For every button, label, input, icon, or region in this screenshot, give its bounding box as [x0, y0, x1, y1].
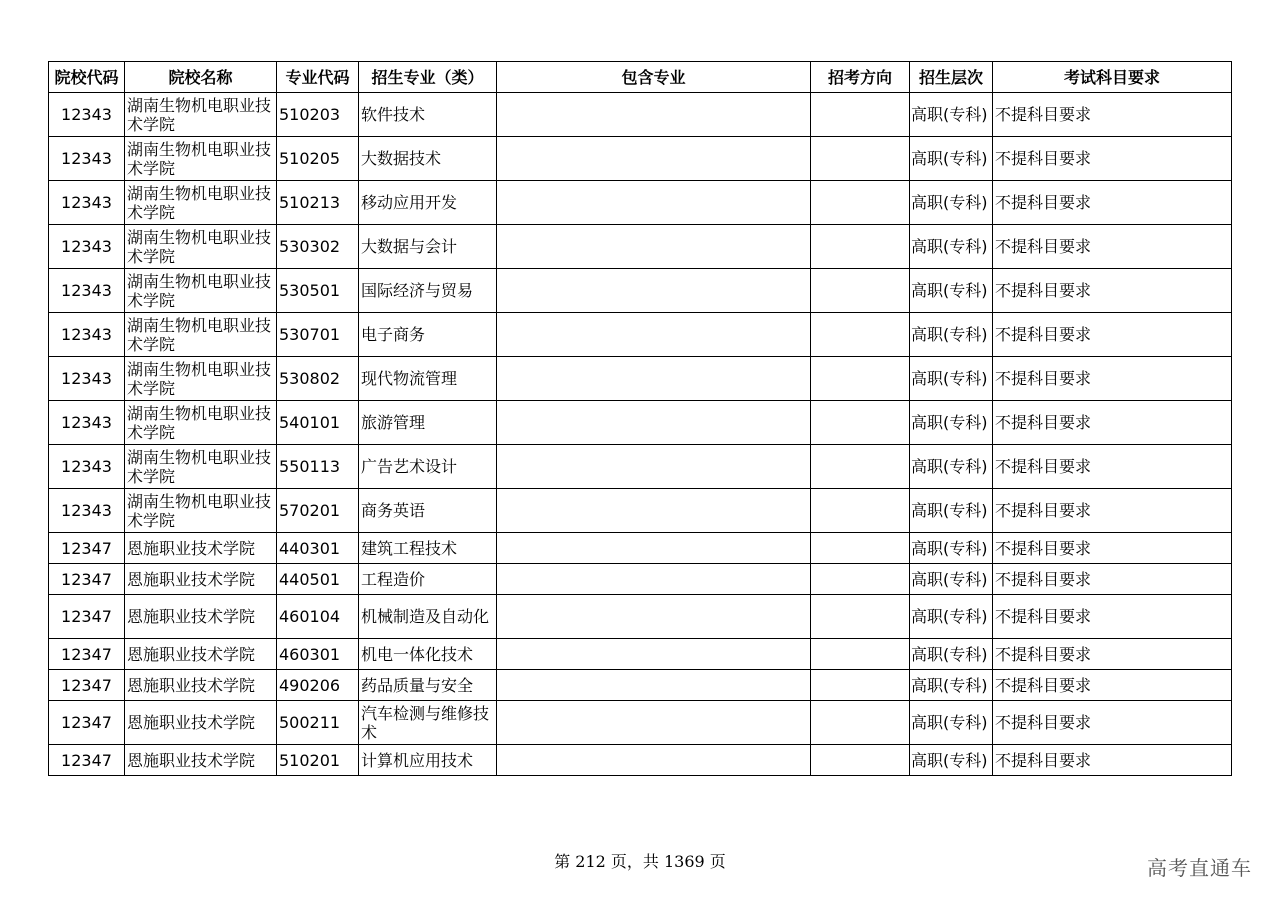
cell-school-name: 湖南生物机电职业技术学院 — [125, 489, 277, 533]
cell-direction — [811, 639, 910, 670]
cell-level: 高职(专科) — [910, 489, 993, 533]
cell-school-name: 恩施职业技术学院 — [125, 745, 277, 776]
cell-subject-requirement: 不提科目要求 — [993, 445, 1232, 489]
cell-direction — [811, 533, 910, 564]
cell-major: 国际经济与贸易 — [359, 269, 497, 313]
cell-school-name: 湖南生物机电职业技术学院 — [125, 225, 277, 269]
cell-direction — [811, 445, 910, 489]
cell-major: 旅游管理 — [359, 401, 497, 445]
cell-major-code: 510205 — [277, 137, 359, 181]
cell-major-code: 510213 — [277, 181, 359, 225]
cell-school-code: 12343 — [49, 225, 125, 269]
cell-subject-requirement: 不提科目要求 — [993, 269, 1232, 313]
cell-school-code: 12343 — [49, 445, 125, 489]
cell-school-code: 12343 — [49, 357, 125, 401]
cell-major: 机电一体化技术 — [359, 639, 497, 670]
cell-level: 高职(专科) — [910, 225, 993, 269]
cell-included-majors — [497, 225, 811, 269]
cell-included-majors — [497, 313, 811, 357]
table-row — [49, 564, 1232, 595]
table-row — [49, 445, 1232, 489]
table-row — [49, 401, 1232, 445]
cell-school-code: 12347 — [49, 533, 125, 564]
cell-school-name: 恩施职业技术学院 — [125, 701, 277, 745]
cell-major-code: 550113 — [277, 445, 359, 489]
cell-subject-requirement: 不提科目要求 — [993, 225, 1232, 269]
cell-major-code: 500211 — [277, 701, 359, 745]
table-row — [49, 181, 1232, 225]
cell-school-name: 湖南生物机电职业技术学院 — [125, 445, 277, 489]
cell-major-code: 490206 — [277, 670, 359, 701]
cell-school-code: 12343 — [49, 137, 125, 181]
cell-school-code: 12347 — [49, 639, 125, 670]
watermark: 高考直通车 — [1147, 856, 1252, 880]
table-row — [49, 701, 1232, 745]
cell-subject-requirement: 不提科目要求 — [993, 357, 1232, 401]
cell-level: 高职(专科) — [910, 533, 993, 564]
cell-school-code: 12343 — [49, 269, 125, 313]
cell-school-code: 12343 — [49, 313, 125, 357]
cell-school-name: 恩施职业技术学院 — [125, 639, 277, 670]
cell-level: 高职(专科) — [910, 595, 993, 639]
table-row — [49, 357, 1232, 401]
cell-major: 现代物流管理 — [359, 357, 497, 401]
table-row — [49, 745, 1232, 776]
cell-school-name: 湖南生物机电职业技术学院 — [125, 401, 277, 445]
header-level: 招生层次 — [910, 62, 993, 93]
cell-direction — [811, 670, 910, 701]
cell-included-majors — [497, 564, 811, 595]
cell-major: 工程造价 — [359, 564, 497, 595]
cell-major-code: 510203 — [277, 93, 359, 137]
cell-direction — [811, 401, 910, 445]
cell-subject-requirement: 不提科目要求 — [993, 595, 1232, 639]
cell-included-majors — [497, 401, 811, 445]
cell-major: 药品质量与安全 — [359, 670, 497, 701]
cell-major-code: 460104 — [277, 595, 359, 639]
cell-major-code: 530701 — [277, 313, 359, 357]
cell-included-majors — [497, 745, 811, 776]
cell-school-name: 恩施职业技术学院 — [125, 670, 277, 701]
cell-school-code: 12343 — [49, 181, 125, 225]
cell-school-code: 12343 — [49, 401, 125, 445]
cell-level: 高职(专科) — [910, 639, 993, 670]
cell-school-name: 湖南生物机电职业技术学院 — [125, 357, 277, 401]
cell-major-code: 440501 — [277, 564, 359, 595]
cell-subject-requirement: 不提科目要求 — [993, 313, 1232, 357]
cell-major-code: 530302 — [277, 225, 359, 269]
cell-level: 高职(专科) — [910, 269, 993, 313]
cell-major: 广告艺术设计 — [359, 445, 497, 489]
cell-school-code: 12347 — [49, 701, 125, 745]
cell-school-code: 12347 — [49, 670, 125, 701]
cell-level: 高职(专科) — [910, 670, 993, 701]
cell-major-code: 530501 — [277, 269, 359, 313]
cell-school-name: 湖南生物机电职业技术学院 — [125, 137, 277, 181]
table-row — [49, 137, 1232, 181]
cell-school-name: 湖南生物机电职业技术学院 — [125, 181, 277, 225]
cell-subject-requirement: 不提科目要求 — [993, 93, 1232, 137]
cell-level: 高职(专科) — [910, 313, 993, 357]
cell-direction — [811, 595, 910, 639]
cell-direction — [811, 745, 910, 776]
cell-included-majors — [497, 670, 811, 701]
cell-level: 高职(专科) — [910, 181, 993, 225]
cell-subject-requirement: 不提科目要求 — [993, 670, 1232, 701]
cell-subject-requirement: 不提科目要求 — [993, 401, 1232, 445]
cell-level: 高职(专科) — [910, 564, 993, 595]
cell-included-majors — [497, 701, 811, 745]
cell-major: 大数据技术 — [359, 137, 497, 181]
cell-school-code: 12343 — [49, 93, 125, 137]
cell-included-majors — [497, 533, 811, 564]
table-row — [49, 313, 1232, 357]
cell-school-code: 12347 — [49, 745, 125, 776]
cell-major-code: 510201 — [277, 745, 359, 776]
cell-direction — [811, 269, 910, 313]
cell-direction — [811, 701, 910, 745]
cell-level: 高职(专科) — [910, 445, 993, 489]
cell-major: 软件技术 — [359, 93, 497, 137]
cell-subject-requirement: 不提科目要求 — [993, 137, 1232, 181]
cell-included-majors — [497, 269, 811, 313]
cell-school-name: 湖南生物机电职业技术学院 — [125, 269, 277, 313]
cell-subject-requirement: 不提科目要求 — [993, 639, 1232, 670]
cell-major: 建筑工程技术 — [359, 533, 497, 564]
cell-major: 商务英语 — [359, 489, 497, 533]
cell-major-code: 440301 — [277, 533, 359, 564]
cell-included-majors — [497, 595, 811, 639]
table-row — [49, 670, 1232, 701]
cell-direction — [811, 93, 910, 137]
cell-subject-requirement: 不提科目要求 — [993, 564, 1232, 595]
header-major-code: 专业代码 — [277, 62, 359, 93]
cell-included-majors — [497, 489, 811, 533]
cell-subject-requirement: 不提科目要求 — [993, 533, 1232, 564]
cell-direction — [811, 357, 910, 401]
cell-direction — [811, 489, 910, 533]
cell-major-code: 530802 — [277, 357, 359, 401]
cell-direction — [811, 313, 910, 357]
header-row — [49, 62, 1232, 93]
cell-included-majors — [497, 93, 811, 137]
cell-direction — [811, 181, 910, 225]
table-row — [49, 489, 1232, 533]
cell-school-name: 湖南生物机电职业技术学院 — [125, 93, 277, 137]
cell-included-majors — [497, 137, 811, 181]
cell-school-code: 12343 — [49, 489, 125, 533]
cell-included-majors — [497, 181, 811, 225]
cell-subject-requirement: 不提科目要求 — [993, 181, 1232, 225]
cell-level: 高职(专科) — [910, 357, 993, 401]
table-row — [49, 533, 1232, 564]
cell-level: 高职(专科) — [910, 93, 993, 137]
admissions-table — [48, 61, 1232, 776]
cell-major: 汽车检测与维修技术 — [359, 701, 497, 745]
header-included-majors: 包含专业 — [497, 62, 811, 93]
table-row — [49, 93, 1232, 137]
cell-level: 高职(专科) — [910, 701, 993, 745]
table-row — [49, 225, 1232, 269]
cell-school-name: 恩施职业技术学院 — [125, 595, 277, 639]
cell-subject-requirement: 不提科目要求 — [993, 489, 1232, 533]
header-school-name: 院校名称 — [125, 62, 277, 93]
cell-major: 移动应用开发 — [359, 181, 497, 225]
cell-direction — [811, 564, 910, 595]
header-major: 招生专业（类） — [359, 62, 497, 93]
cell-included-majors — [497, 445, 811, 489]
cell-major: 电子商务 — [359, 313, 497, 357]
cell-school-name: 恩施职业技术学院 — [125, 533, 277, 564]
cell-included-majors — [497, 639, 811, 670]
cell-school-name: 湖南生物机电职业技术学院 — [125, 313, 277, 357]
table-row — [49, 595, 1232, 639]
cell-major-code: 460301 — [277, 639, 359, 670]
cell-school-name: 恩施职业技术学院 — [125, 564, 277, 595]
cell-level: 高职(专科) — [910, 137, 993, 181]
cell-major: 机械制造及自动化 — [359, 595, 497, 639]
cell-subject-requirement: 不提科目要求 — [993, 701, 1232, 745]
cell-major-code: 540101 — [277, 401, 359, 445]
cell-direction — [811, 225, 910, 269]
header-direction: 招考方向 — [811, 62, 910, 93]
table-row — [49, 269, 1232, 313]
page-number: 第 212 页，共 1369 页 — [554, 852, 726, 871]
cell-included-majors — [497, 357, 811, 401]
cell-direction — [811, 137, 910, 181]
header-subject-requirement: 考试科目要求 — [993, 62, 1232, 93]
cell-major: 大数据与会计 — [359, 225, 497, 269]
cell-major-code: 570201 — [277, 489, 359, 533]
cell-school-code: 12347 — [49, 595, 125, 639]
table-row — [49, 639, 1232, 670]
cell-major: 计算机应用技术 — [359, 745, 497, 776]
cell-level: 高职(专科) — [910, 745, 993, 776]
header-school-code: 院校代码 — [49, 62, 125, 93]
cell-level: 高职(专科) — [910, 401, 993, 445]
cell-subject-requirement: 不提科目要求 — [993, 745, 1232, 776]
cell-school-code: 12347 — [49, 564, 125, 595]
